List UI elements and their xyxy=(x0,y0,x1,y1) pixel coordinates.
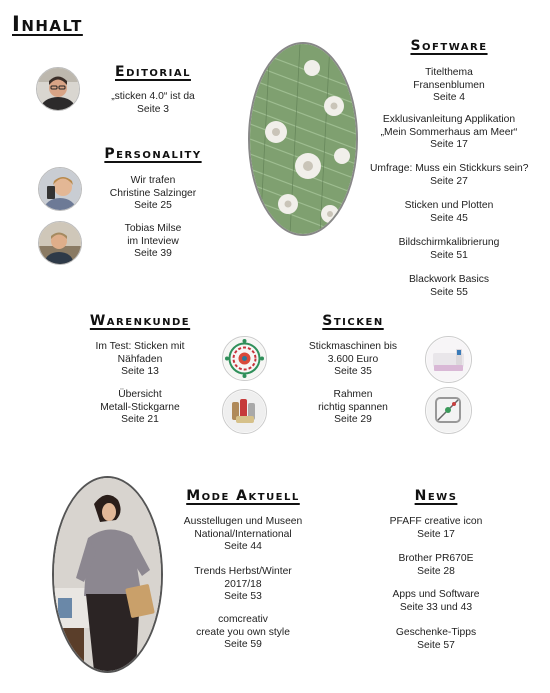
embroidery-hoop-image xyxy=(425,387,472,434)
mode-aktuell-heading: Mode Aktuell xyxy=(186,488,300,504)
software-entry-2[interactable]: Umfrage: Muss ein Stickkurs sein? Seite 27 xyxy=(370,163,529,187)
personality-entry-1[interactable]: Tobias Milse im Inteview Seite 39 xyxy=(124,223,182,259)
editorial-portrait-photo xyxy=(36,67,80,111)
software-entry-1[interactable]: Exklusivanleitung Applikation „Mein Sommerhaus am Meer“ Seite 17 xyxy=(380,114,518,150)
warenkunde-heading: Warenkunde xyxy=(89,313,191,329)
news-heading: News xyxy=(414,488,458,504)
christine-portrait-photo xyxy=(38,167,82,211)
software-entry-3[interactable]: Sticken und Plotten Seite 45 xyxy=(404,200,494,224)
software-entry-4[interactable]: Bildschirmkalibrierung Seite 51 xyxy=(398,237,500,261)
page-title: Inhalt xyxy=(12,12,83,36)
tobias-portrait-photo xyxy=(38,221,82,265)
fashion-model-photo xyxy=(52,476,163,673)
news-entry-0[interactable]: PFAFF creative icon Seite 17 xyxy=(389,516,483,540)
software-heading: Software xyxy=(410,38,488,54)
editorial-heading: Editorial xyxy=(115,64,191,80)
news-entry-1[interactable]: Brother PR670E Seite 28 xyxy=(398,553,474,577)
mode-aktuell-entry-2[interactable]: comcreativ create you own style Seite 59 xyxy=(196,614,290,650)
embroidery-mandala-image xyxy=(222,336,267,381)
embroidery-machine-image xyxy=(425,336,472,383)
personality-heading: Personality xyxy=(104,146,202,162)
software-entry-0[interactable]: Titelthema Fransenblumen Seite 4 xyxy=(413,67,485,103)
sticken-entry-0[interactable]: Stickmaschinen bis 3.600 Euro Seite 35 xyxy=(308,341,398,377)
personality-entry-0[interactable]: Wir trafen Christine Salzinger Seite 25 xyxy=(109,175,197,211)
warenkunde-entry-1[interactable]: Übersicht Metall-Stickgarne Seite 21 xyxy=(100,389,180,425)
thread-spools-image xyxy=(222,389,267,434)
editorial-entry-0[interactable]: „sticken 4.0“ ist da Seite 3 xyxy=(111,91,195,115)
mode-aktuell-entry-0[interactable]: Ausstellugen und Museen National/International Seite 44 xyxy=(183,516,303,552)
warenkunde-entry-0[interactable]: Im Test: Sticken mit Nähfaden Seite 13 xyxy=(95,341,185,377)
fringe-flowers-photo xyxy=(248,42,358,236)
sticken-heading: Sticken xyxy=(322,313,384,329)
sticken-entry-1[interactable]: Rahmen richtig spannen Seite 29 xyxy=(318,389,388,425)
news-entry-2[interactable]: Apps und Software Seite 33 und 43 xyxy=(392,589,480,613)
mode-aktuell-entry-1[interactable]: Trends Herbst/Winter 2017/18 Seite 53 xyxy=(194,566,292,602)
news-entry-3[interactable]: Geschenke-Tipps Seite 57 xyxy=(395,627,477,651)
software-entry-5[interactable]: Blackwork Basics Seite 55 xyxy=(408,274,490,298)
